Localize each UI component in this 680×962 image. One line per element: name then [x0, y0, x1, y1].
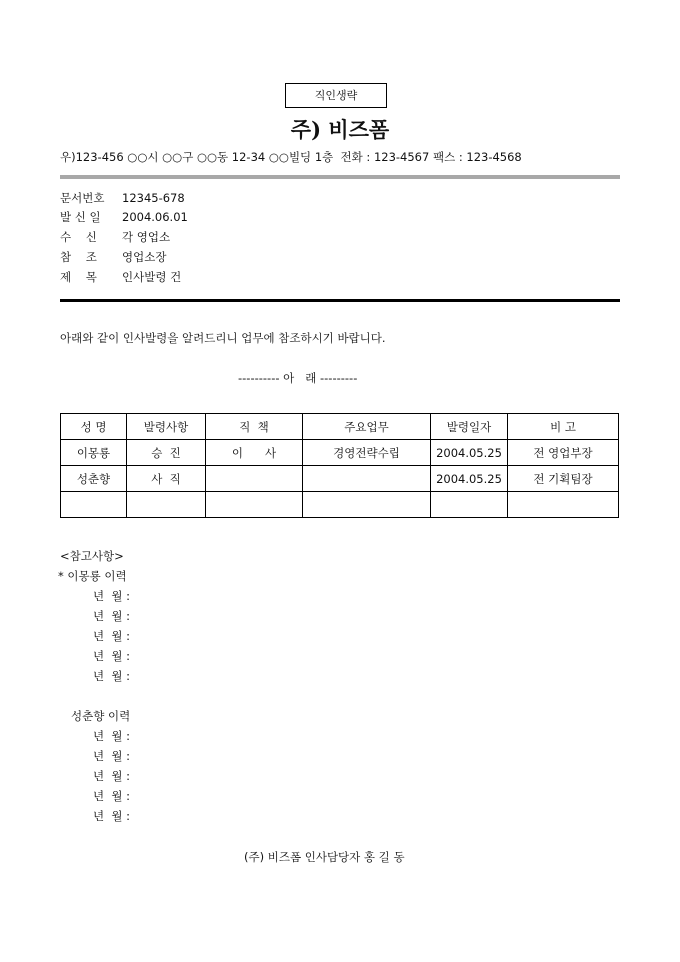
- cell: [206, 492, 303, 518]
- cell: [431, 492, 508, 518]
- divider-gray: [60, 175, 620, 179]
- history-line: 년 월 :: [93, 609, 131, 623]
- history-title: 성춘향 이력: [71, 709, 131, 723]
- cell: 경영전략수립: [303, 440, 431, 466]
- history-title: * 이몽룡 이력: [58, 569, 127, 583]
- cell: 2004.05.25: [431, 466, 508, 492]
- intro-text: 아래와 같이 인사발령을 알려드리니 업무에 참조하시기 바랍니다.: [60, 331, 386, 345]
- meta-recipient: 수 신 각 영업소: [60, 230, 171, 244]
- history-line: 년 월 :: [93, 789, 131, 803]
- header-cell: 주요업무: [303, 414, 431, 440]
- cell: 전 기획팀장: [508, 466, 619, 492]
- cell: 승 진: [127, 440, 206, 466]
- header-cell: 발령사항: [127, 414, 206, 440]
- table-row: [61, 466, 619, 492]
- history-line: 년 월 :: [93, 669, 131, 683]
- cell: [508, 492, 619, 518]
- divider-black: [60, 299, 620, 302]
- table-row: [61, 492, 619, 518]
- meta-reference: 참 조 영업소장: [60, 250, 167, 264]
- header-cell: 직 책: [206, 414, 303, 440]
- meta-send-date: 발 신 일 2004.06.01: [60, 210, 188, 224]
- header-cell: 비 고: [508, 414, 619, 440]
- seal-omitted-box: 직인생략: [285, 83, 387, 108]
- personnel-table: [60, 413, 619, 518]
- signature: (주) 비즈폼 인사담당자 홍 길 동: [244, 850, 405, 864]
- history-line: 년 월 :: [93, 629, 131, 643]
- cell: [303, 466, 431, 492]
- cell: [206, 466, 303, 492]
- history-line: 년 월 :: [93, 749, 131, 763]
- cell: [303, 492, 431, 518]
- history-line: 년 월 :: [93, 729, 131, 743]
- history-line: 년 월 :: [93, 589, 131, 603]
- cell: 사 직: [127, 466, 206, 492]
- cell: 2004.05.25: [431, 440, 508, 466]
- company-title: 주) 비즈폼: [290, 117, 390, 142]
- history-line: 년 월 :: [93, 649, 131, 663]
- cell: [61, 492, 127, 518]
- section-heading: ---------- 아 래 ---------: [238, 371, 358, 385]
- history-line: 년 월 :: [93, 809, 131, 823]
- table-row: [61, 440, 619, 466]
- header-cell: 성 명: [61, 414, 127, 440]
- address-line: 우)123-456 ○○시 ○○구 ○○동 12-34 ○○빌딩 1층 전화 : 123-4567 팩스 : 123-4568: [60, 150, 522, 164]
- notes-heading: <참고사항>: [60, 549, 124, 563]
- cell: 성춘향: [61, 466, 127, 492]
- meta-subject: 제 목 인사발령 건: [60, 270, 182, 284]
- cell: 이 사: [206, 440, 303, 466]
- cell: [127, 492, 206, 518]
- meta-doc-number: 문서번호 12345-678: [60, 191, 185, 205]
- history-line: 년 월 :: [93, 769, 131, 783]
- cell: 이몽룡: [61, 440, 127, 466]
- cell: 전 영업부장: [508, 440, 619, 466]
- header-cell: 발령일자: [431, 414, 508, 440]
- table-header-row: [61, 414, 619, 440]
